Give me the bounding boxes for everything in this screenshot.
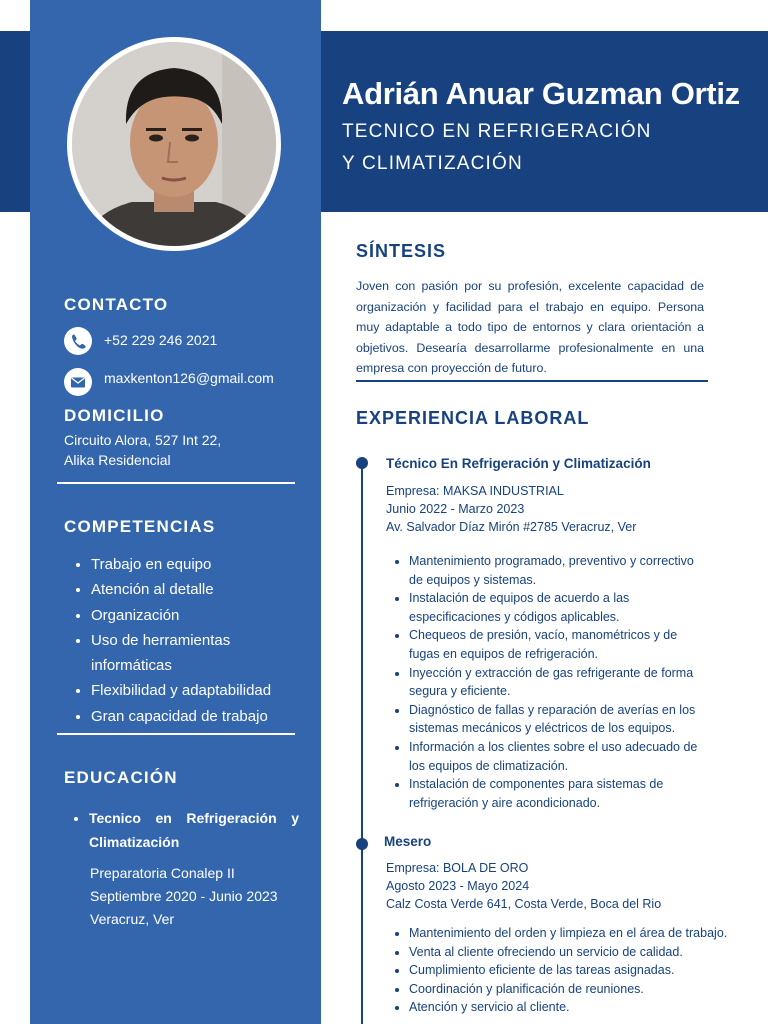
job-duty: • Mantenimiento programado, preventivo y correctivo de equipos y sistemas. [409,552,709,589]
job-address: Calz Costa Verde 641, Costa Verde, Boca del Rio [386,897,662,911]
job-details [386,859,661,913]
job-duty: • Inyección y extracción de gas refrigerante de forma segura y eficiente. [409,664,709,701]
phone-number[interactable]: +52 229 246 2021 [104,332,218,348]
skill-item: • Flexibilidad y adaptabilidad [91,678,271,703]
profile-photo-image [72,42,276,246]
profile-photo [67,37,281,251]
skill-item: • Organización [91,603,271,628]
job-duty: • Diagnóstico de fallas y reparación de averías en los sistemas mecánicos y eléctricos de los equipos. [409,701,709,738]
education-degree: • Tecnico en Refrigeración y Climatización [89,806,299,854]
timeline-dot [356,457,368,469]
experience-timeline [361,462,363,1024]
education-school: Preparatoria Conalep II [90,865,235,881]
address-heading: DOMICILIO [64,406,165,425]
summary-heading: SÍNTESIS [356,241,447,261]
education-details [90,862,278,931]
full-name: Adrián Anuar Guzman Ortiz [342,76,740,111]
job-title: Técnico En Refrigeración y Climatización [386,456,651,471]
education-list [73,806,299,854]
sidebar-divider [57,733,295,735]
job-title-line-2: Y CLIMATIZACIÓN [342,153,523,174]
address-line-1: Circuito Alora, 527 Int 22, [64,432,222,448]
skills-list [73,552,271,729]
job-dates: Junio 2022 - Marzo 2023 [386,502,525,516]
skill-item: • Uso de herramientas informáticas [91,628,251,679]
job-details [386,482,636,536]
job-company: Empresa: MAKSA INDUSTRIAL [386,484,564,498]
education-heading: EDUCACIÓN [64,768,178,787]
sidebar-divider [57,482,295,484]
email-icon [64,368,92,396]
summary-divider [356,380,708,382]
job-duty: • Chequeos de presión, vacío, manométricos y de fugas en equipos de refrigeración. [409,626,709,663]
job-title: Mesero [384,834,432,849]
skill-item: • Gran capacidad de trabajo [91,704,271,729]
job-duties-list [391,924,768,1017]
contact-heading: CONTACTO [64,295,169,314]
timeline-dot [356,838,368,850]
job-duty: • Mantenimiento del orden y limpieza en el área de trabajo. [409,924,768,943]
job-duty: • Cumplimiento eficiente de las tareas asignadas. [409,961,768,980]
skill-item: • Trabajo en equipo [91,552,271,577]
email-address[interactable]: maxkenton126@gmail.com [104,370,274,386]
education-dates: Septiembre 2020 - Junio 2023 [90,888,278,904]
job-duty: • Atención y servicio al cliente. [409,998,768,1017]
job-duty: • Coordinación y planificación de reuniones. [409,980,768,999]
job-duty: • Instalación de componentes para sistemas de refrigeración y aire acondicionado. [409,775,709,812]
job-duty: • Venta al cliente ofreciendo un servicio de calidad. [409,943,768,962]
summary-text: Joven con pasión por su profesión, excelente capacidad de organización y facilidad para el trabajo en equipo. Persona muy adaptable a todo tipo de entornos y clara orientación a objetivos. Desearía desarrollarme profesionalmente en una empresa con proyección de futuro. [356,279,704,376]
job-duties-list [391,552,709,812]
phone-icon [64,327,92,355]
job-dates: Agosto 2023 - Mayo 2024 [386,879,530,893]
job-company: Empresa: BOLA DE ORO [386,861,529,875]
experience-heading: EXPERIENCIA LABORAL [356,408,590,428]
job-duty: • Información a los clientes sobre el uso adecuado de los equipos de climatización. [409,738,709,775]
job-duty: • Instalación de equipos de acuerdo a las especificaciones y códigos aplicables. [409,589,709,626]
address-block [64,430,221,470]
job-title-line-1: TECNICO EN REFRIGERACIÓN [342,121,652,142]
skill-item: • Atención al detalle [91,577,271,602]
job-address: Av. Salvador Díaz Mirón #2785 Veracruz, Ver [386,520,637,534]
address-line-2: Alika Residencial [64,452,171,468]
education-location: Veracruz, Ver [90,911,175,927]
skills-heading: COMPETENCIAS [64,517,216,536]
